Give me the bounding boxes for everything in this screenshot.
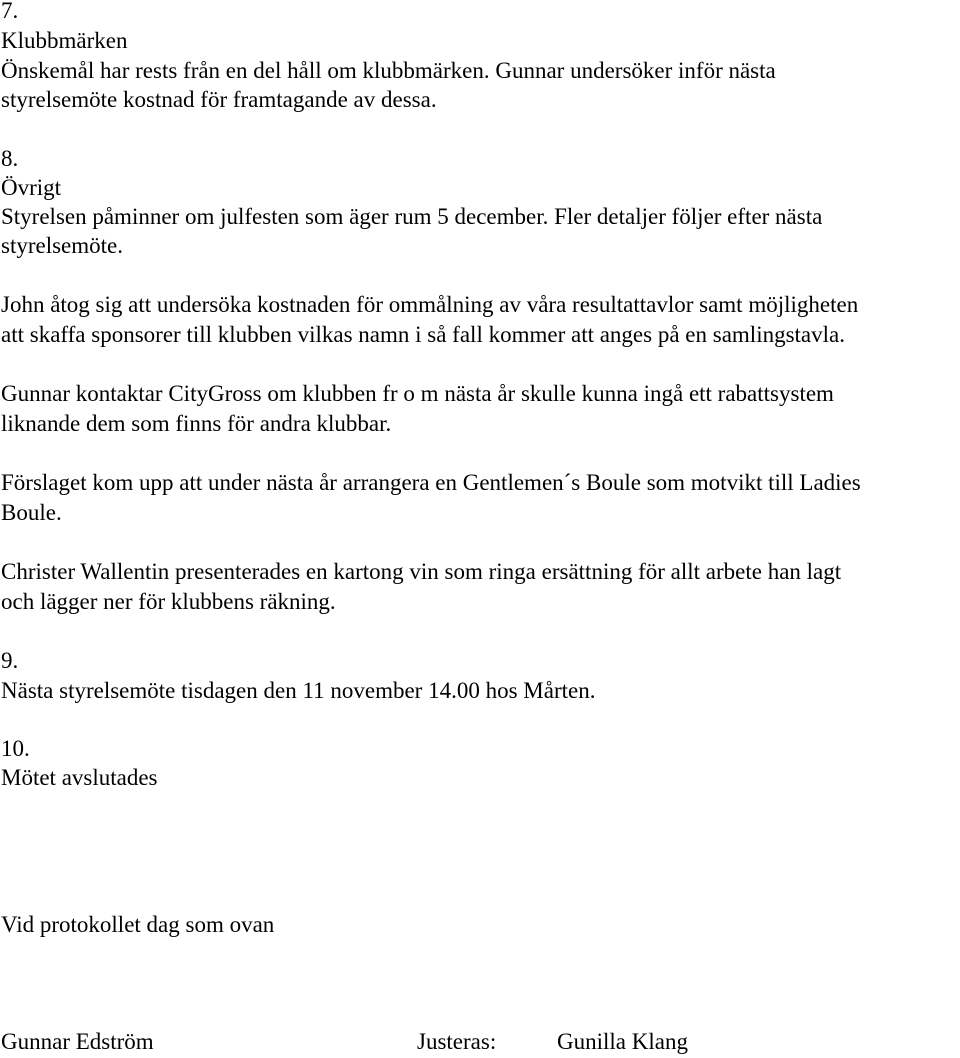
section-10-number: 10. <box>1 736 30 761</box>
section-8-text-line: styrelsemöte. <box>1 233 123 258</box>
secretary-name: Gunnar Edström <box>1 1029 154 1054</box>
paragraph-john-line: att skaffa sponsorer till klubben vilkas namn i så fall kommer att anges på en samlingstavla. <box>1 322 845 347</box>
section-8-heading: Övrigt <box>1 175 62 200</box>
section-7-number: 7. <box>1 0 19 23</box>
paragraph-gentlemens-boule-line: Boule. <box>1 500 62 525</box>
section-7-heading: Klubbmärken <box>1 28 128 53</box>
section-9-text-line: Nästa styrelsemöte tisdagen den 11 november 14.00 hos Mårten. <box>1 678 596 703</box>
paragraph-citygross-line: liknande dem som finns för andra klubbar. <box>1 411 392 436</box>
section-8-number: 8. <box>1 146 19 171</box>
section-7-text-line: styrelsemöte kostnad för framtagande av dessa. <box>1 87 437 112</box>
paragraph-christer-line: och lägger ner för klubbens räkning. <box>1 589 336 614</box>
section-7-text-line: Önskemål har rests från en del håll om klubbmärken. Gunnar undersöker inför nästa <box>1 58 776 83</box>
paragraph-christer-line: Christer Wallentin presenterades en kartong vin som ringa ersättning för allt arbete han lagt <box>1 559 842 584</box>
adjuster-label: Justeras: <box>417 1029 497 1054</box>
adjuster-name: Gunilla Klang <box>557 1029 688 1054</box>
section-8-text-line: Styrelsen påminner om julfesten som äger rum 5 december. Fler detaljer följer efter nästa <box>1 204 823 229</box>
paragraph-gentlemens-boule-line: Förslaget kom upp att under nästa år arrangera en Gentlemen´s Boule som motvikt till Ladies <box>1 470 861 495</box>
section-9-number: 9. <box>1 648 19 673</box>
section-10-text-line: Mötet avslutades <box>1 765 158 790</box>
paragraph-citygross-line: Gunnar kontaktar CityGross om klubben fr o m nästa år skulle kunna ingå ett rabattsystem <box>1 381 834 406</box>
closing-text: Vid protokollet dag som ovan <box>1 912 275 937</box>
paragraph-john-line: John åtog sig att undersöka kostnaden för ommålning av våra resultattavlor samt möjligheten <box>1 292 859 317</box>
